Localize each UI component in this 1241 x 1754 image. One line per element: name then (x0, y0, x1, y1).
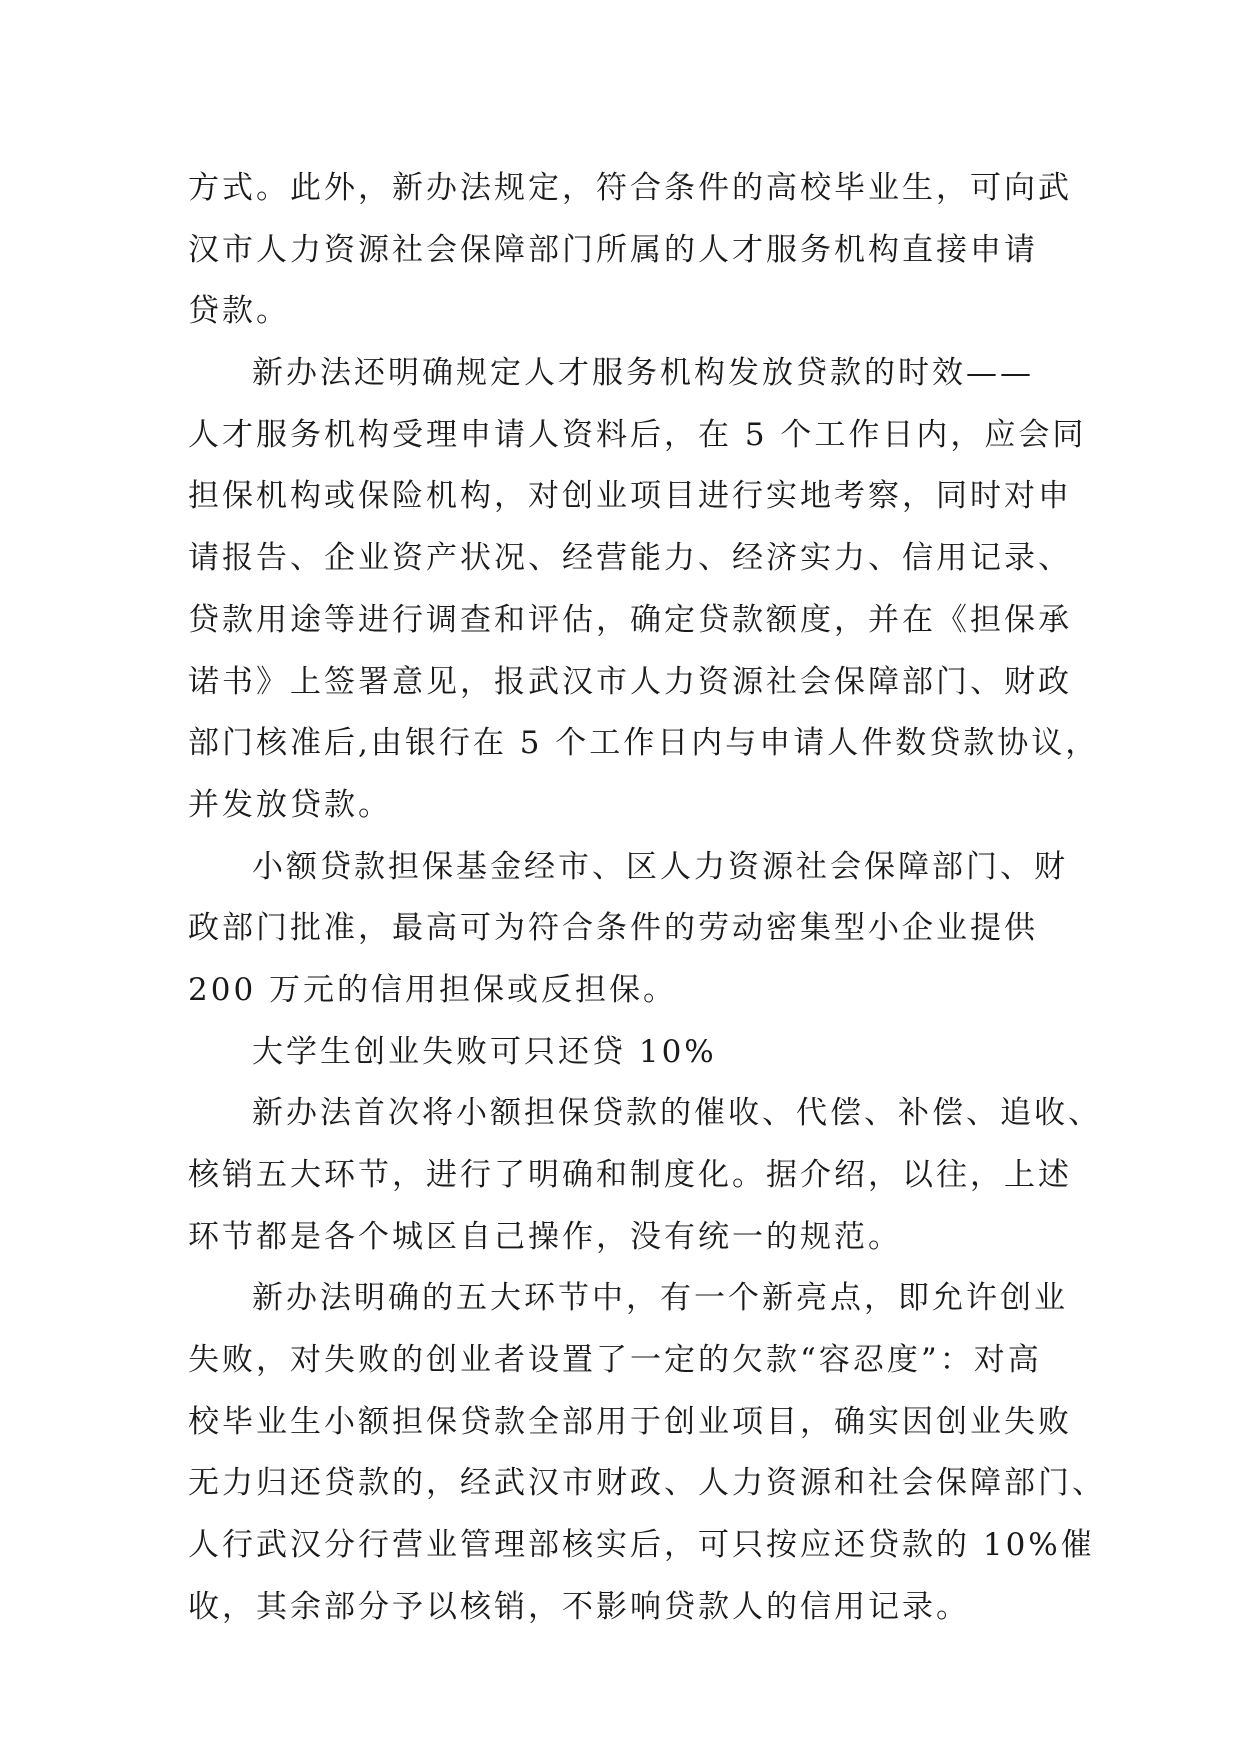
text-line: 政部门批准，最高可为符合条件的劳动密集型小企业提供 (188, 910, 1038, 947)
text-line: 方式。此外，新办法规定，符合条件的高校毕业生，可向武 (188, 170, 1072, 206)
text-line: 人才服务机构受理申请人资料后，在 5 个工作日内，应会同 (188, 416, 1087, 453)
text-line: 校毕业生小额担保贷款全部用于创业项目，确实因创业失败 (188, 1403, 1072, 1440)
text-line: 200 万元的信用担保或反担保。 (188, 971, 678, 1008)
text-line: 请报告、企业资产状况、经营能力、经济实力、信用记录、 (188, 540, 1072, 577)
text-line: 担保机构或保险机构，对创业项目进行实地考察，同时对申 (188, 478, 1072, 515)
text-line: 核销五大环节，进行了明确和制度化。据介绍，以往，上述 (188, 1157, 1072, 1193)
text-line: 汉市人力资源社会保障部门所属的人才服务机构直接申请 (188, 231, 1038, 268)
text-line: 收，其余部分予以核销，不影响贷款人的信用记录。 (188, 1588, 970, 1625)
text-line: 新办法明确的五大环节中，有一个新亮点，即允许创业 (252, 1280, 1068, 1317)
text-line: 诺书》上签署意见，报武汉市人力资源社会保障部门、财政 (188, 663, 1072, 700)
text-line: 新办法还明确规定人才服务机构发放贷款的时效—— (252, 355, 1034, 392)
text-line: 失败，对失败的创业者设置了一定的欠款“容忍度”：对高 (188, 1342, 1042, 1379)
text-line: 并发放贷款。 (188, 786, 392, 823)
text-line: 大学生创业失败可只还贷 10% (252, 1033, 717, 1070)
text-line: 无力归还贷款的，经武汉市财政、人力资源和社会保障部门、 (188, 1465, 1106, 1502)
text-line: 人行武汉分行营业管理部核实后，可只按应还贷款的 10%催 (188, 1527, 1095, 1564)
document-body (188, 158, 1106, 1639)
text-line: 贷款用途等进行调查和评估，确定贷款额度，并在《担保承 (188, 601, 1072, 638)
text-line: 贷款。 (188, 293, 290, 330)
text-line: 环节都是各个城区自己操作，没有统一的规范。 (188, 1218, 902, 1255)
text-line: 部门核准后,由银行在 5 个工作日内与申请人件数贷款协议， (188, 725, 1100, 762)
text-line: 小额贷款担保基金经市、区人力资源社会保障部门、财 (252, 848, 1068, 885)
text-line: 新办法首次将小额担保贷款的催收、代偿、补偿、追收、 (252, 1095, 1102, 1132)
